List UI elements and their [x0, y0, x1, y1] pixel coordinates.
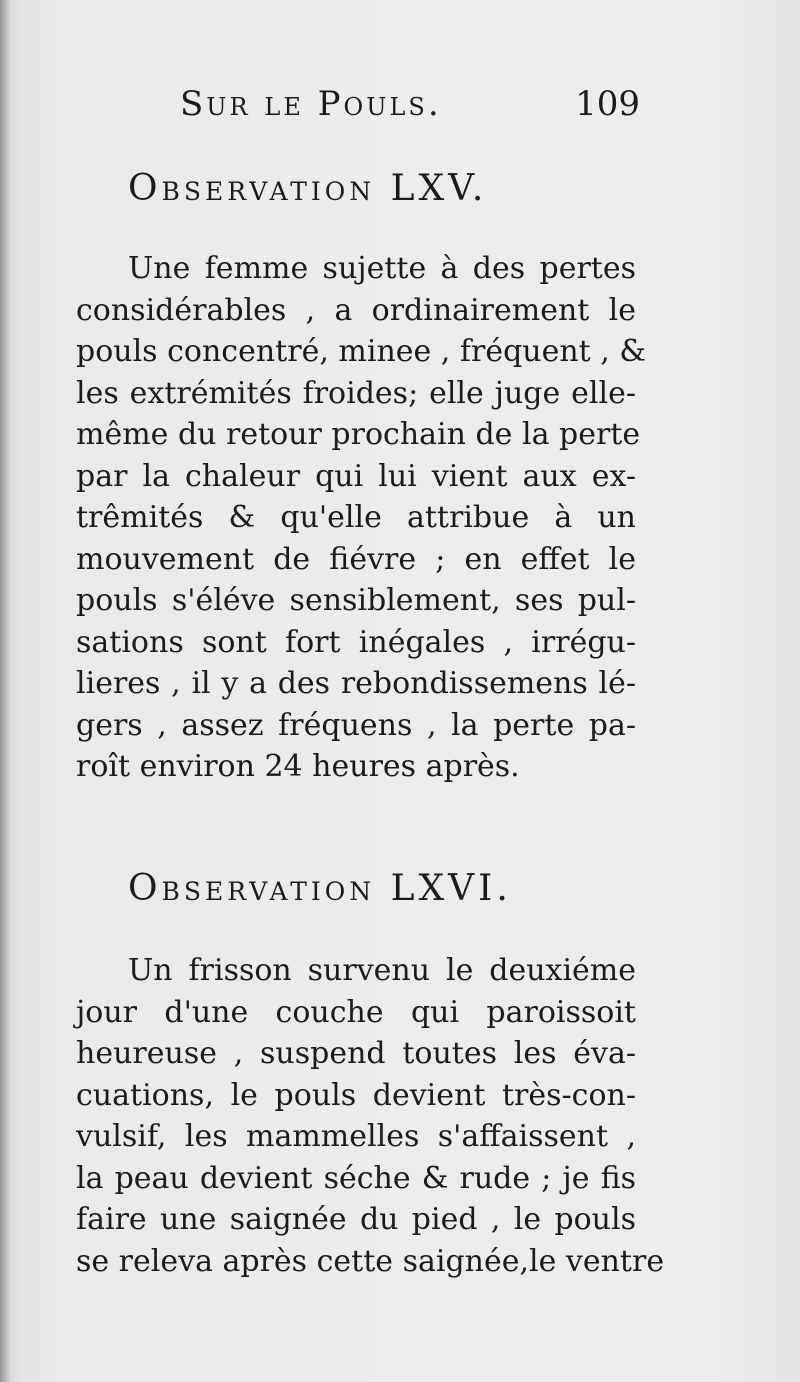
text-line: jour d'une couche qui paroissoit — [76, 994, 636, 1030]
text-line: considérables , a ordinairement le — [76, 292, 636, 328]
text-line: heureuse , suspend toutes les éva- — [76, 1036, 636, 1071]
text-line: sations sont fort inégales , irrégu- — [76, 624, 636, 660]
text-line: les extrémités froides; elle juge elle- — [76, 375, 636, 411]
gutter-shadow — [0, 0, 10, 1382]
text-line: pouls s'éléve sensiblement, ses pul- — [76, 583, 636, 618]
text-line: gers , assez fréquens , la perte pa- — [76, 707, 636, 743]
text-line: Une femme sujette à des pertes — [128, 251, 636, 286]
text-line: par la chaleur qui lui vient aux ex- — [76, 458, 636, 494]
text-line: cuations, le pouls devient très-con- — [76, 1077, 636, 1113]
text-line: pouls concentré, minee , fréquent , & — [76, 334, 647, 369]
text-line: vulsif, les mammelles s'affaissent , — [76, 1119, 636, 1154]
text-line: roît environ 24 heures après. — [76, 749, 520, 784]
text-line: même du retour prochain de la perte — [76, 417, 641, 452]
text-line: la peau devient séche & rude ; je fis — [76, 1160, 636, 1196]
text-line: mouvement de fiévre ; en effet le — [76, 541, 636, 577]
running-head: Sur le Pouls. — [180, 84, 442, 124]
observation-paragraph — [76, 950, 665, 1282]
page-header — [180, 84, 640, 124]
observation-heading: Observation LXVI. — [128, 868, 512, 909]
text-line: lieres , il y a des rebondissemens lé- — [76, 666, 636, 701]
observation-paragraph — [76, 248, 647, 788]
text-line: Un frisson survenu le deuxiéme — [128, 953, 636, 988]
observation-heading: Observation LXV. — [128, 168, 488, 209]
text-line: trêmités & qu'elle attribue à un — [76, 500, 636, 535]
text-line: se releva après cette saignée,le ventre — [76, 1243, 665, 1279]
page-number: 109 — [575, 84, 640, 124]
text-line: faire une saignée du pied , le pouls — [76, 1202, 636, 1237]
